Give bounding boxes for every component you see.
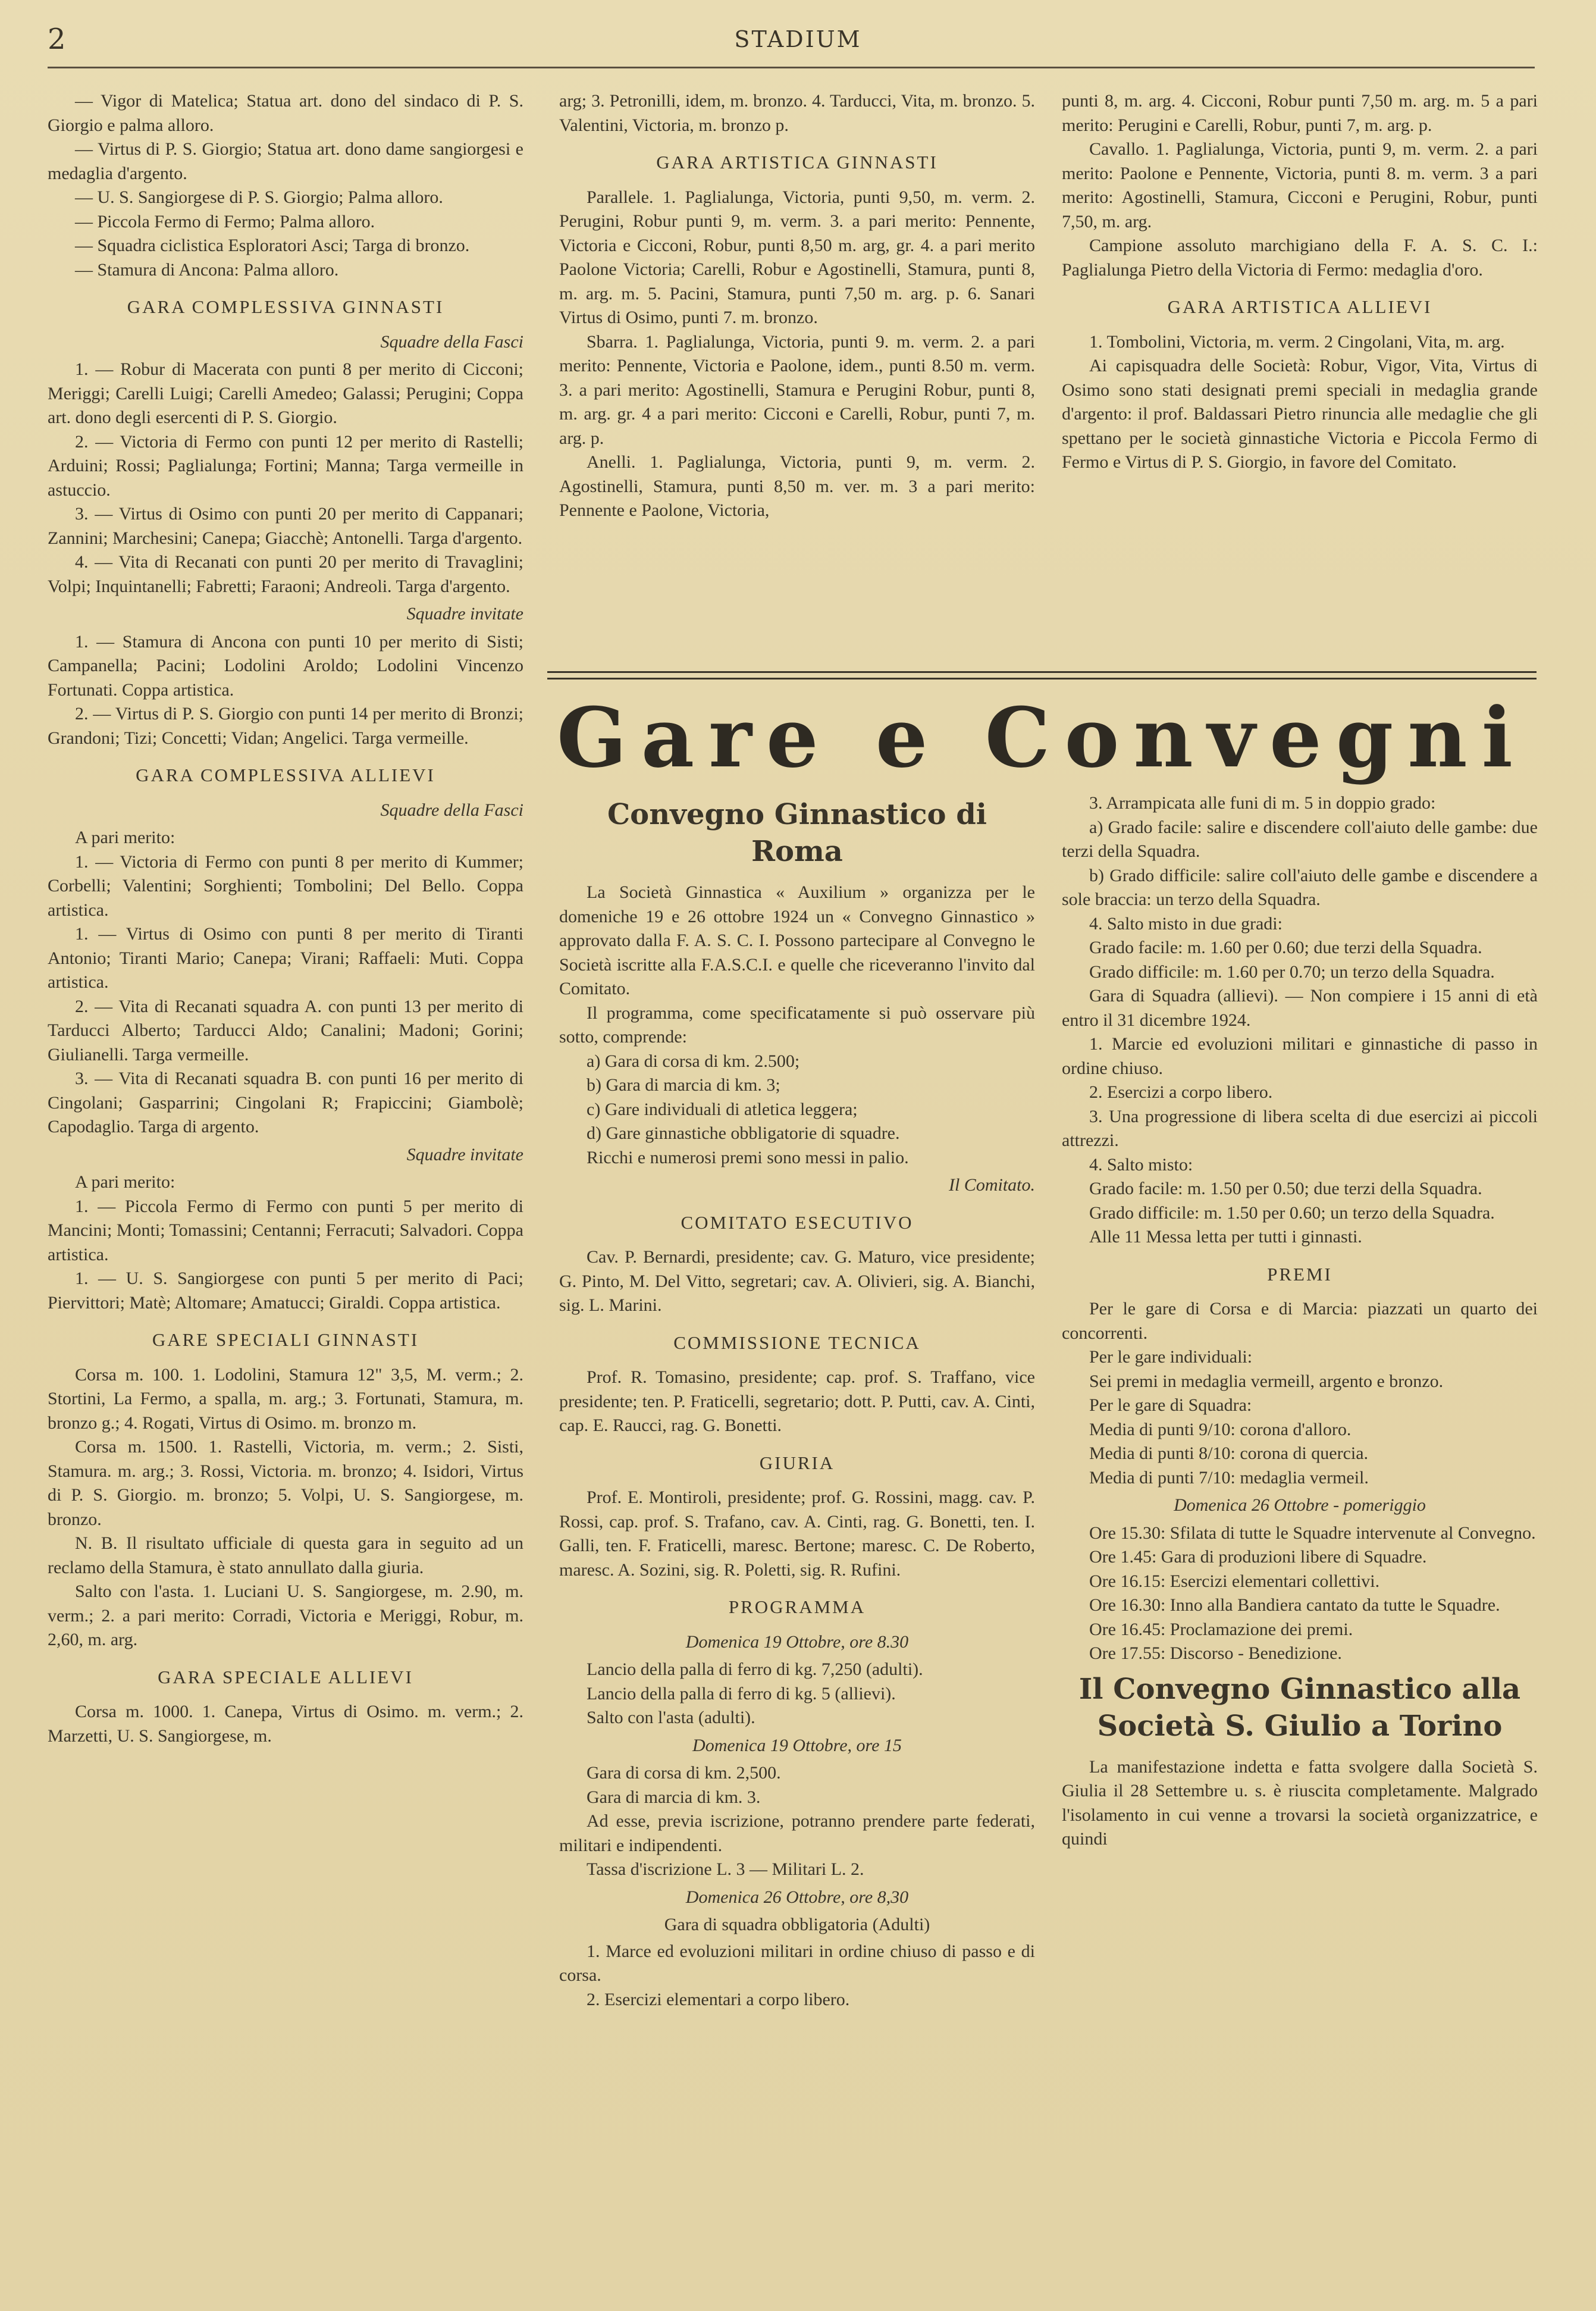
section-heading: GARA COMPLESSIVA ALLIEVI: [136, 765, 435, 785]
column-3: [1062, 89, 1538, 475]
paragraph: Gara di corsa di km. 2,500.: [587, 1763, 781, 1783]
schedule-heading: Domenica 26 Ottobre - pomeriggio: [1174, 1495, 1426, 1515]
paragraph: 3. — Vita di Recanati squadra B. con punti 16 per merito di Cingolani; Gasparrini; Cingolani R; Frapiccini; Giambolè; Capodaglio. Targa di argento.: [48, 1069, 523, 1136]
paragraph: d) Gare ginnastiche obbligatorie di squadre.: [587, 1123, 900, 1143]
paragraph: 1. — Virtus di Osimo con punti 8 per merito di Tiranti Antonio; Tiranti Mario; Canepa; Virani; Raffaeli: Muti. Coppa artistica.: [48, 924, 523, 992]
page-number: 2: [48, 23, 66, 56]
paragraph: Corsa m. 100. 1. Lodolini, Stamura 12" 3,5, M. verm.; 2. Stortini, La Fermo, a spalla, m. arg.; 3. Fortunati, Stamura, m. bronzo g.; 4. Rogati, Virtus di Osimo. m. bronzo m.: [48, 1364, 523, 1433]
section-heading: GARA ARTISTICA ALLIEVI: [1167, 296, 1432, 317]
paragraph: Salto con l'asta. 1. Luciani U. S. Sangiorgese, m. 2.90, m. verm.; 2. a pari merito: Corradi, Victoria e Meriggi, Robur, m. 2,60, m. arg.: [48, 1582, 523, 1649]
paragraph: — Squadra ciclistica Esploratori Asci; Targa di bronzo.: [75, 236, 470, 255]
paragraph: — Stamura di Ancona: Palma alloro.: [75, 259, 339, 280]
paragraph: Ore 16.15: Esercizi elementari collettivi.: [1089, 1571, 1380, 1591]
paragraph: Il programma, come specificatamente si può osservare più sotto, comprende:: [559, 1003, 1035, 1047]
section-heading: GARA SPECIALE ALLIEVI: [158, 1666, 413, 1687]
paragraph: N. B. Il risultato ufficiale di questa gara in seguito ad un reclamo della Stamura, è stato annullato dalla giuria.: [48, 1533, 523, 1577]
paragraph: Lancio della palla di ferro di kg. 7,250 (adulti).: [587, 1659, 923, 1679]
section-heading: COMITATO ESECUTIVO: [681, 1211, 914, 1233]
paragraph: Prof. R. Tomasino, presidente; cap. prof. S. Traffano, vice presidente; ten. P. Fraticelli, segretario; dott. P. Putti, cav. A. Cinti, cap. E. Raucci, rag. G. Bonetti.: [559, 1367, 1035, 1435]
paragraph: 2. Esercizi elementari a corpo libero.: [587, 1989, 850, 2009]
section-divider: [547, 671, 1537, 679]
paragraph: 1. — Robur di Macerata con punti 8 per merito di Cicconi; Meriggi; Carelli Luigi; Carelli Amedeo; Galassi; Perugini; Coppa art. dono degli esercenti di P. S. Giorgio.: [48, 359, 523, 427]
subsection-label: Squadre della Fasci: [380, 331, 523, 352]
paragraph: Ore 17.55: Discorso - Benedizione.: [1089, 1643, 1342, 1663]
paragraph: Grado facile: m. 1.50 per 0.50; due terzi della Squadra.: [1089, 1179, 1482, 1198]
section-heading: PREMI: [1267, 1263, 1332, 1285]
paragraph: Corsa m. 1500. 1. Rastelli, Victoria, m. verm.; 2. Sisti, Stamura. m. arg.; 3. Rossi, Victoria. m. bronzo; 4. Isidori, Virtus di P. S. Giorgio. m. bronzo; 5. Volpi, U. S. Sangiorgese, m. bronzo.: [48, 1437, 523, 1529]
paragraph: Campione assoluto marchigiano della F. A. S. C. I.: Paglialunga Pietro della Victoria di Fermo: medaglia d'oro.: [1062, 236, 1538, 280]
section-heading: GIURIA: [759, 1452, 835, 1473]
paragraph: A pari merito:: [75, 1172, 175, 1192]
paragraph: Salto con l'asta (adulti).: [587, 1708, 755, 1727]
paragraph: Ad esse, previa iscrizione, potranno prendere parte federati, militari e indipendenti.: [559, 1811, 1035, 1855]
paragraph: 2. — Victoria di Fermo con punti 12 per merito di Rastelli; Arduini; Rossi; Paglialunga; Fortini; Manna; Targa vermeille in astuccio.: [48, 431, 523, 500]
paragraph: Prof. E. Montiroli, presidente; prof. G. Rossini, magg. cav. P. Rossi, cap. prof. S. Trafano, cav. A. Cinti, rag. G. Bonetti, ten. I. Galli, ten. F. Fraticelli, maresc. Bertone; maresc. C. De Roberto, maresc. A. Sozini, sig. R. Poletti, sig. R. Rufini.: [559, 1488, 1035, 1580]
paragraph: Ore 16.45: Proclamazione dei premi.: [1089, 1619, 1353, 1639]
paragraph: c) Gare individuali di atletica leggera;: [587, 1099, 858, 1119]
centered-line: Gara di squadra obbligatoria (Adulti): [664, 1915, 930, 1934]
article-title: Il Convegno Ginnastico alla Società S. Giulio a Torino: [1078, 1672, 1521, 1743]
paragraph: A pari merito:: [75, 828, 175, 847]
paragraph: Grado difficile: m. 1.50 per 0.60; un terzo della Squadra.: [1089, 1203, 1495, 1223]
paragraph: 2. — Vita di Recanati squadra A. con punti 13 per merito di Tarducci Alberto; Tarducci Aldo; Canalini; Madoni; Gorini; Giulianelli. Targa vermeille.: [48, 996, 523, 1064]
paragraph: Ricchi e numerosi premi sono messi in palio.: [587, 1147, 909, 1167]
paragraph: 3. Una progressione di libera scelta di due esercizi ai piccoli attrezzi.: [1062, 1106, 1538, 1150]
paragraph: b) Grado difficile: salire coll'aiuto delle gambe e discendere a sole braccia: un terzo della Squadra.: [1062, 865, 1538, 909]
paragraph: 1. Tombolini, Victoria, m. verm. 2 Cingolani, Vita, m. arg.: [1089, 331, 1505, 352]
header-rule: [48, 67, 1535, 68]
paragraph: 3. — Virtus di Osimo con punti 20 per merito di Cappanari; Zannini; Marchesini; Canepa; Giacchè; Antonelli. Targa d'argento.: [48, 504, 523, 548]
paragraph: 4. Salto misto:: [1089, 1154, 1193, 1175]
paragraph: Cav. P. Bernardi, presidente; cav. G. Maturo, vice presidente; G. Pinto, M. Del Vitto, segretari; cav. A. Olivieri, sig. A. Bianchi, sig. L. Marini.: [559, 1247, 1035, 1315]
paragraph: Alle 11 Messa letta per tutti i ginnasti.: [1089, 1227, 1362, 1247]
paragraph: Tassa d'iscrizione L. 3 — Militari L. 2.: [587, 1859, 864, 1879]
paragraph: Gara di Squadra (allievi). — Non compiere i 15 anni di età entro il 31 dicembre 1924.: [1062, 986, 1538, 1030]
column-1: [48, 89, 523, 1748]
paragraph: Corsa m. 1000. 1. Canepa, Virtus di Osimo. m. verm.; 2. Marzetti, U. S. Sangiorgese, m.: [48, 1702, 523, 1746]
paragraph: 1. — Piccola Fermo di Fermo con punti 5 per merito di Mancini; Monti; Tomassini; Centanni; Ferracuti; Salvadori. Coppa artistica.: [48, 1196, 523, 1264]
column-5: [1062, 791, 1538, 1852]
paragraph: 1. Marcie ed evoluzioni militari e ginnastiche di passo in ordine chiuso.: [1062, 1034, 1538, 1078]
paragraph: 4. Salto misto in due gradi:: [1089, 913, 1283, 934]
paragraph: 3. Arrampicata alle funi di m. 5 in doppio grado:: [1089, 793, 1436, 813]
section-heading: PROGRAMMA: [728, 1596, 866, 1617]
paragraph: La manifestazione indetta e fatta svolgere dalla Società S. Giulia il 28 Settembre u. s. è riuscita completamente. Malgrado l'isolamento in cui venne a trovarsi la società organizzatrice, e quindi: [1062, 1756, 1538, 1849]
section-heading: GARA ARTISTICA GINNASTI: [656, 152, 938, 173]
paragraph: — U. S. Sangiorgese di P. S. Giorgio; Palma alloro.: [75, 187, 443, 207]
schedule-heading: Domenica 19 Ottobre, ore 15: [692, 1735, 902, 1755]
paragraph: Grado difficile: m. 1.60 per 0.70; un terzo della Squadra.: [1089, 962, 1495, 982]
paragraph: Sbarra. 1. Paglialunga, Victoria, punti 9. m. verm. 2. a pari merito: Pennente, Victoria e Paolone, idem., punti 8.50 m. verm. 3. a pari merito: Agostinelli, Stamura e Perugini Robur, punti 8, m. arg. gr. 4 a pari merito: Cicconi e Carelli, Robur, punti 7, m. arg. p.: [559, 331, 1035, 448]
paragraph: arg; 3. Petronilli, idem, m. bronzo. 4. Tarducci, Vita, m. bronzo. 5. Valentini, Victoria, m. bronzo p.: [559, 91, 1035, 135]
paragraph: Ore 1.45: Gara di produzioni libere di Squadre.: [1089, 1547, 1427, 1567]
section-heading: COMMISSIONE TECNICA: [673, 1332, 921, 1353]
paragraph: 2. — Virtus di P. S. Giorgio con punti 14 per merito di Bronzi; Grandoni; Tizi; Concetti; Vidan; Angelici. Targa vermeille.: [48, 704, 523, 748]
paragraph: Ai capisquadra delle Società: Robur, Vigor, Vita, Virtus di Osimo sono stati designati premi speciali in medaglia grande d'argento: il prof. Baldassari Pietro rinuncia alle medaglie che gli spettano per le società ginnastiche Victoria e Piccola Fermo di Fermo e Virtus di P. S. Giorgio, in favore del Comitato.: [1062, 356, 1538, 472]
paragraph: 1. Marce ed evoluzioni militari in ordine chiuso di passo e di corsa.: [559, 1941, 1035, 1985]
paragraph: Lancio della palla di ferro di kg. 5 (allievi).: [587, 1683, 896, 1703]
schedule-heading: Domenica 19 Ottobre, ore 8.30: [685, 1632, 909, 1652]
paragraph: 2. Esercizi a corpo libero.: [1089, 1082, 1273, 1102]
paragraph: 1. — Victoria di Fermo con punti 8 per merito di Kummer; Corbelli; Valentini; Sorghienti; Tombolini; Del Bello. Coppa artistica.: [48, 851, 523, 920]
paragraph: Per le gare di Corsa e di Marcia: piazzati un quarto dei concorrenti.: [1062, 1299, 1538, 1343]
article-title: Convegno Ginnastico di Roma: [607, 798, 987, 868]
section-headline: Gare e Convegni: [556, 689, 1528, 786]
paragraph: Media di punti 8/10: corona di quercia.: [1089, 1443, 1369, 1463]
paragraph: Cavallo. 1. Paglialunga, Victoria, punti 9, m. verm. 2. a pari merito: Paolone e Pennente, Victoria, punti 8. m. verm. 3 a pari merito: Agostinelli, Stamura, Cicconi e Perugini, Robur, punti 7,50, m. arg.: [1062, 139, 1538, 231]
subsection-label: Squadre invitate: [406, 1144, 523, 1164]
paragraph: Anelli. 1. Paglialunga, Victoria, punti 9, m. verm. 2. Agostinelli, Stamura, punti 8,50 m. ver. m. 3 a pari merito: Pennente e Paolone, Victoria,: [559, 452, 1035, 520]
paragraph: Media di punti 7/10: medaglia vermeil.: [1089, 1467, 1369, 1488]
column-2: [559, 89, 1035, 523]
paragraph: punti 8, m. arg. 4. Cicconi, Robur punti 7,50 m. arg. m. 5 a pari merito: Perugini e Carelli, Robur, punti 7, m. arg. p.: [1062, 91, 1538, 135]
column-4: [559, 791, 1035, 2012]
paragraph: Parallele. 1. Paglialunga, Victoria, punti 9,50, m. verm. 2. Perugini, Robur punti 9, m. verm. 3. a pari merito: Pennente, Victoria e Cicconi, Robur, punti 8,50 m. arg, gr. 4. a pari merito Paolone Victoria; Carelli, Robur e Agostinelli, Stamura, punti 8, m. arg. m. 5. Pacini, Stamura, punti 7,50 m. arg. p. 6. Sanari Virtus di Osimo, punti 7. m. bronzo.: [559, 187, 1035, 327]
paragraph: Per le gare di Squadra:: [1089, 1395, 1252, 1415]
paragraph: La Società Ginnastica « Auxilium » organizza per le domeniche 19 e 26 ottobre 1924 un « Convegno Ginnastico » approvato dalla F. A. S. C. I. Possono partecipare al Convegno le Società iscritte alla F.A.S.C.I. e quelle che riceveranno l'invito dal Comitato.: [559, 882, 1035, 998]
subsection-label: Squadre invitate: [406, 604, 523, 624]
paragraph: a) Grado facile: salire e discendere coll'aiuto delle gambe: due terzi della Squadra.: [1062, 817, 1538, 861]
paragraph: Media di punti 9/10: corona d'alloro.: [1089, 1419, 1352, 1439]
paragraph: — Piccola Fermo di Fermo; Palma alloro.: [75, 211, 375, 231]
paragraph: — Vigor di Matelica; Statua art. dono del sindaco di P. S. Giorgio e palma alloro.: [48, 91, 523, 135]
paragraph: Per le gare individuali:: [1089, 1347, 1253, 1367]
schedule-heading: Domenica 26 Ottobre, ore 8,30: [685, 1887, 909, 1907]
subsection-label: Il Comitato.: [948, 1175, 1035, 1195]
paragraph: a) Gara di corsa di km. 2.500;: [587, 1051, 800, 1071]
section-heading: GARE SPECIALI GINNASTI: [152, 1329, 419, 1350]
paragraph: Ore 16.30: Inno alla Bandiera cantato da tutte le Squadre.: [1089, 1595, 1500, 1615]
paragraph: Ore 15.30: Sfilata di tutte le Squadre intervenute al Convegno.: [1089, 1523, 1536, 1543]
paragraph: 1. — U. S. Sangiorgese con punti 5 per merito di Paci; Piervittori; Matè; Altomare; Amatucci; Giraldi. Coppa artistica.: [48, 1269, 523, 1313]
subsection-label: Squadre della Fasci: [380, 800, 523, 820]
paragraph: Gara di marcia di km. 3.: [587, 1787, 761, 1807]
section-heading: GARA COMPLESSIVA GINNASTI: [127, 296, 444, 317]
paragraph: 4. — Vita di Recanati con punti 20 per merito di Travaglini; Volpi; Inquintanelli; Fabretti; Faraoni; Andreoli. Targa d'argento.: [48, 552, 523, 596]
paragraph: Grado facile: m. 1.60 per 0.60; due terzi della Squadra.: [1089, 938, 1482, 957]
masthead-title: STADIUM: [734, 26, 862, 52]
paragraph: — Virtus di P. S. Giorgio; Statua art. dono dame sangiorgesi e medaglia d'argento.: [48, 139, 523, 183]
paragraph: Sei premi in medaglia vermeill, argento e bronzo.: [1089, 1371, 1444, 1391]
paragraph: b) Gara di marcia di km. 3;: [587, 1075, 780, 1095]
paragraph: 1. — Stamura di Ancona con punti 10 per merito di Sisti; Campanella; Pacini; Lodolini Aroldo; Lodolini Vincenzo Fortunati. Coppa artistica.: [48, 631, 523, 700]
